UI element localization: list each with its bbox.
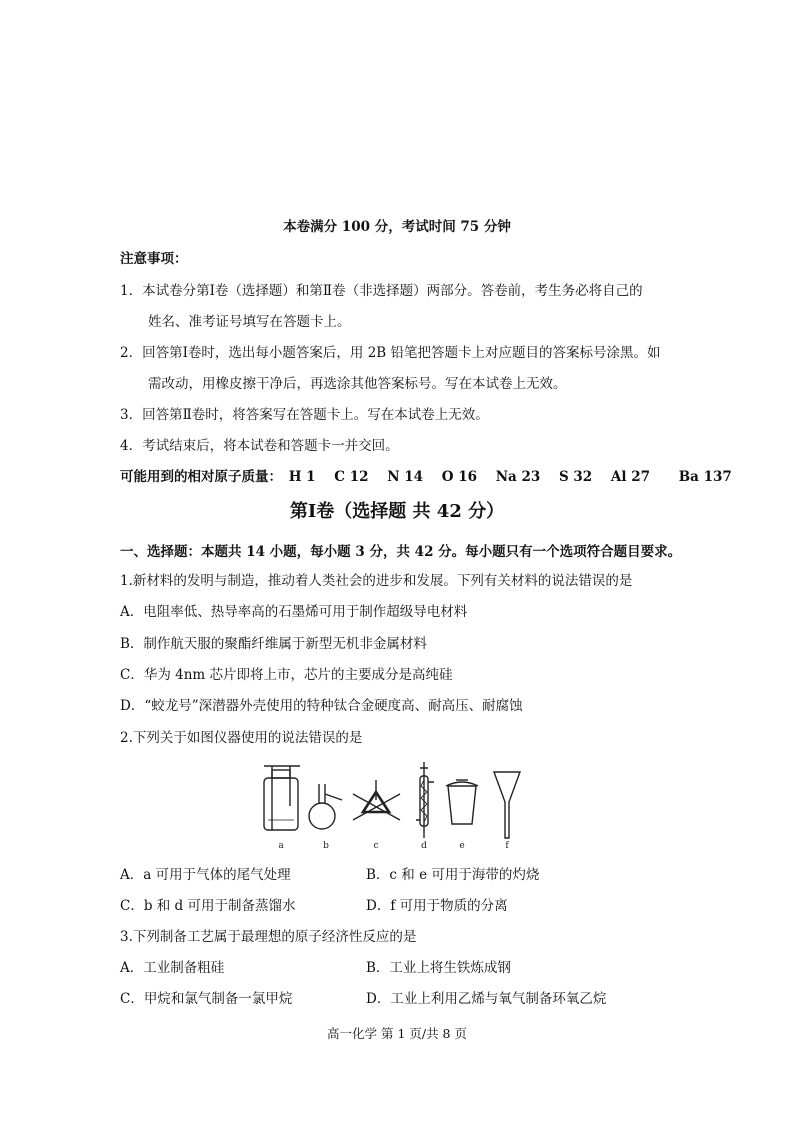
atomic-mass-o: O 16 — [441, 469, 477, 485]
question-3-option-d: D．工业上利用乙烯与氧气制备环氧乙烷 — [366, 991, 607, 1007]
figure-label-b: b — [323, 841, 329, 851]
distilling-flask-icon — [309, 784, 342, 829]
gas-washing-bottle-icon — [264, 766, 300, 830]
figure-label-a: a — [278, 841, 284, 851]
atomic-mass-al: Al 27 — [610, 469, 651, 485]
lab-apparatus-figure — [250, 760, 540, 852]
question-1-option-d: D．“蛟龙号”深潜器外壳使用的特种钛合金硬度高、耐高压、耐腐蚀 — [120, 698, 523, 714]
question-3-option-c: C．甲烷和氯气制备一氯甲烷 — [120, 991, 293, 1007]
atomic-mass-na: Na 23 — [495, 469, 541, 485]
atomic-mass-h: H 1 — [288, 469, 316, 485]
notice-item-2-line1: 2．回答第Ⅰ卷时，选出每小题答案后，用 2B 铅笔把答题卡上对应题目的答案标号涂黑。如 — [120, 345, 661, 361]
question-2-option-d: D．f 可用于物质的分离 — [366, 898, 508, 914]
exam-subtitle: 本卷满分 100 分，考试时间 75 分钟 — [283, 219, 511, 235]
condenser-icon — [416, 762, 434, 838]
question-1-stem: 1.新材料的发明与制造，推动着人类社会的进步和发展。下列有关材料的说法错误的是 — [120, 573, 633, 589]
question-1-option-a: A．电阻率低、热导率高的石墨烯可用于制作超级导电材料 — [120, 604, 468, 620]
page-footer: 高一化学 第 1 页/共 8 页 — [327, 1026, 467, 1041]
notice-item-3: 3．回答第Ⅱ卷时，将答案写在答题卡上。写在本试卷上无效。 — [120, 407, 489, 423]
section-instruction: 一、选择题：本题共 14 小题，每小题 3 分，共 42 分。每小题只有一个选项符合题目要求。 — [120, 544, 682, 560]
question-2-option-a: A．a 可用于气体的尾气处理 — [120, 867, 291, 883]
notice-item-4: 4．考试结束后，将本试卷和答题卡一并交回。 — [120, 438, 399, 454]
crucible-icon — [446, 780, 478, 824]
question-1-option-c: C．华为 4nm 芯片即将上市，芯片的主要成分是高纯硅 — [120, 667, 453, 683]
question-2-option-b: B．c 和 e 可用于海带的灼烧 — [366, 867, 540, 883]
figure-label-e: e — [459, 841, 465, 851]
notice-title: 注意事项： — [120, 251, 188, 267]
notice-item-2-line2: 需改动，用橡皮擦干净后，再选涂其他答案标号。写在本试卷上无效。 — [148, 376, 567, 392]
atomic-mass-row — [120, 468, 746, 486]
atomic-mass-label: 可能用到的相对原子质量： — [120, 469, 282, 485]
question-1-option-b: B．制作航天服的聚酯纤维属于新型无机非金属材料 — [120, 636, 427, 652]
atomic-mass-ba: Ba 137 — [678, 469, 732, 485]
section-title: 第Ⅰ卷（选择题 共 42 分） — [289, 501, 505, 522]
figure-label-c: c — [373, 841, 379, 851]
figure-label-f: f — [505, 841, 509, 851]
figure-label-d: d — [421, 841, 427, 851]
clay-triangle-icon — [353, 780, 400, 820]
question-2-option-c: C．b 和 d 可用于制备蒸馏水 — [120, 898, 296, 914]
atomic-mass-c: C 12 — [334, 469, 369, 485]
notice-item-1-line2: 姓名、准考证号填写在答题卡上。 — [148, 314, 351, 330]
funnel-icon — [494, 772, 520, 838]
question-3-option-b: B．工业上将生铁炼成钢 — [366, 960, 511, 976]
atomic-mass-n: N 14 — [387, 469, 424, 485]
notice-item-1-line1: 1．本试卷分第Ⅰ卷（选择题）和第Ⅱ卷（非选择题）两部分。答卷前，考生务必将自己的 — [120, 283, 643, 299]
question-3-option-a: A．工业制备粗硅 — [120, 960, 225, 976]
atomic-mass-s: S 32 — [558, 469, 593, 485]
question-3-stem: 3.下列制备工艺属于最理想的原子经济性反应的是 — [120, 929, 417, 945]
question-2-stem: 2.下列关于如图仪器使用的说法错误的是 — [120, 730, 363, 746]
